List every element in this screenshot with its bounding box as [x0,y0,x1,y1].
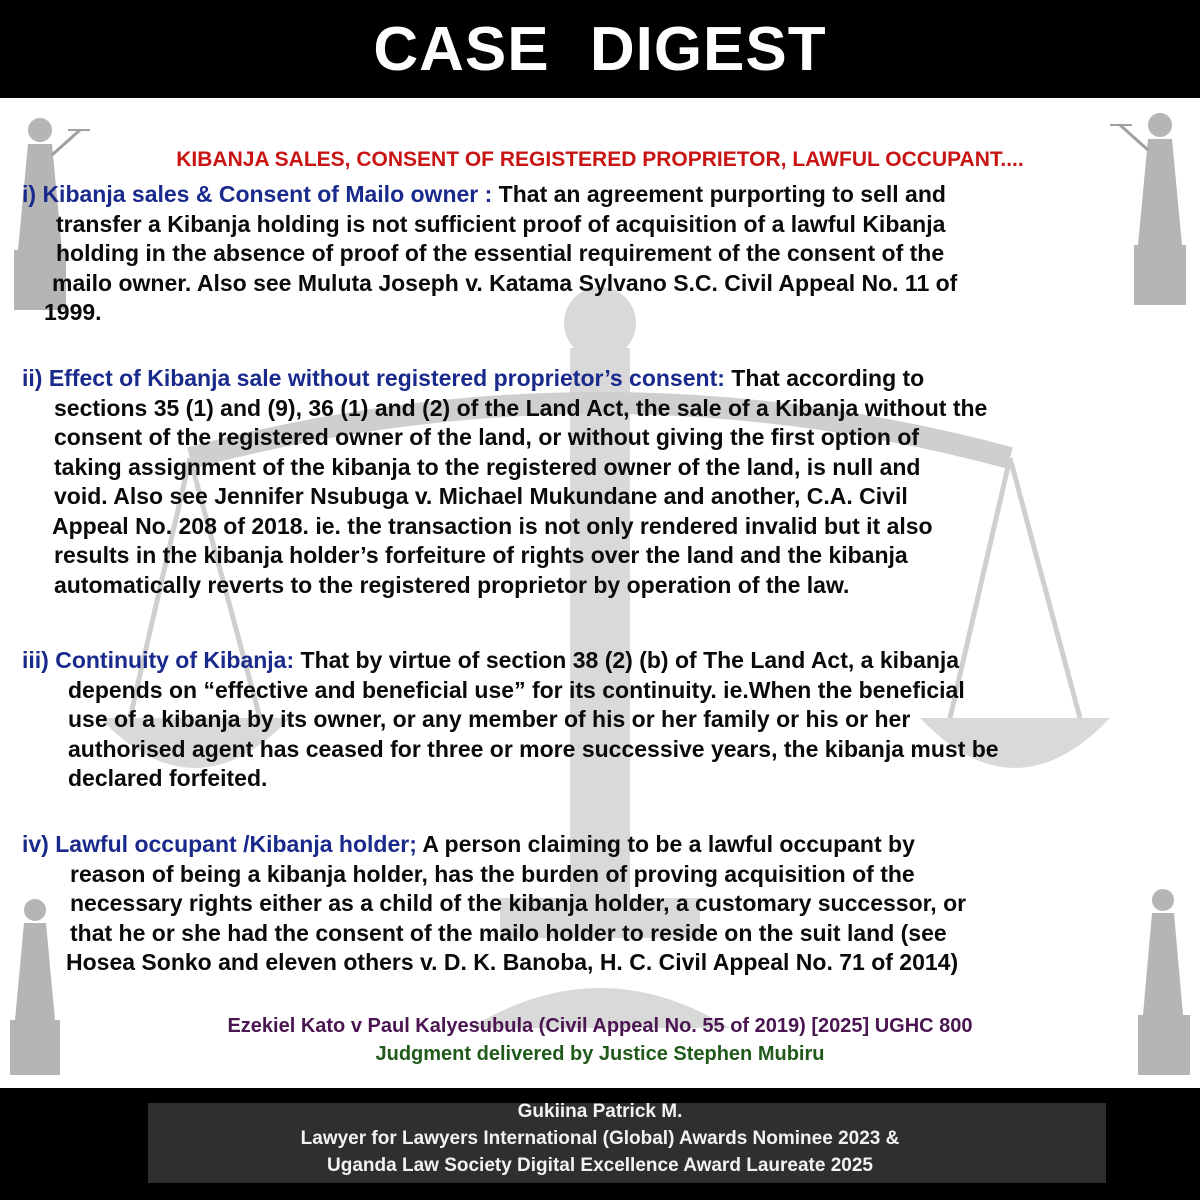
item-text: A person claiming to be a lawful occupant by [416,831,915,857]
item-text: reason of being a kibanja holder, has the burden of proving acquisition of the [70,860,915,887]
digest-subtitle: KIBANJA SALES, CONSENT OF REGISTERED PROPRIETOR, LAWFUL OCCUPANT.... [176,148,1024,171]
header-bar [0,0,1200,98]
case-citation: Ezekiel Kato v Paul Kalyesubula (Civil Appeal No. 55 of 2019) [2025] UGHC 800 [227,1015,973,1037]
award-line-1: Lawyer for Lawyers International (Global) Awards Nominee 2023 & [300,1128,900,1149]
item-heading: i) Kibanja sales & Consent of Mailo owner : [22,181,493,207]
item-text: holding in the absence of proof of the essential requirement of the consent of the [56,240,945,266]
item-text: Appeal No. 208 of 2018. ie. the transaction is not only rendered invalid but it also [52,512,933,539]
item-text: consent of the registered owner of the land, or without giving the first option of [54,424,920,450]
digest-item-3 [22,646,999,794]
item-heading: iii) Continuity of Kibanja: [22,647,295,673]
item-text: taking assignment of the kibanja to the registered owner of the land, is null and [54,453,921,480]
lady-justice-statue-right [1110,95,1200,325]
item-text: results in the kibanja holder’s forfeiture of rights over the land and the kibanja [54,542,908,568]
judge-line: Judgment delivered by Justice Stephen Mubiru [375,1043,825,1065]
item-text: necessary rights either as a child of the kibanja holder, a customary successor, or [70,890,967,916]
item-text: Hosea Sonko and eleven others v. D. K. Banoba, H. C. Civil Appeal No. 71 of 2014) [66,949,959,975]
digest-item-4 [22,830,966,978]
item-text: void. Also see Jennifer Nsubuga v. Michael Mukundane and another, C.A. Civil [54,483,908,509]
item-text: authorised agent has ceased for three or more successive years, the kibanja must be [68,735,999,762]
item-text: use of a kibanja by its owner, or any member of his or her family or his or her [68,706,911,732]
item-text: that he or she had the consent of the mailo holder to reside on the suit land (see [70,919,947,946]
award-line-2: Uganda Law Society Digital Excellence Award Laureate 2025 [327,1155,873,1176]
item-text: automatically reverts to the registered proprietor by operation of the law. [54,571,850,598]
item-text: That by virtue of section 38 (2) (b) of The Land Act, a kibanja [294,647,960,673]
item-text: transfer a Kibanja holding is not sufficient proof of acquisition of a lawful Kibanja [56,210,946,237]
page-title: CASE DIGEST [373,14,827,84]
item-text: declared forfeited. [68,765,268,791]
item-text: That an agreement purporting to sell and [492,181,946,207]
item-text: 1999. [44,299,102,325]
item-heading: ii) Effect of Kibanja sale without registered proprietor’s consent: [22,365,725,391]
item-text: mailo owner. Also see Muluta Joseph v. Katama Sylvano S.C. Civil Appeal No. 11 of [52,269,958,296]
item-text: That according to [724,365,925,391]
item-heading: iv) Lawful occupant /Kibanja holder; [22,831,417,857]
digest-item-1 [22,180,957,328]
item-text: depends on “effective and beneficial use” for its continuity. ie.When the beneficial [68,676,965,703]
item-text: sections 35 (1) and (9), 36 (1) and (2) of the Land Act, the sale of a Kibanja without the [54,394,988,421]
digest-item-2 [22,364,987,600]
author-name: Gukiina Patrick M. [517,1101,683,1122]
